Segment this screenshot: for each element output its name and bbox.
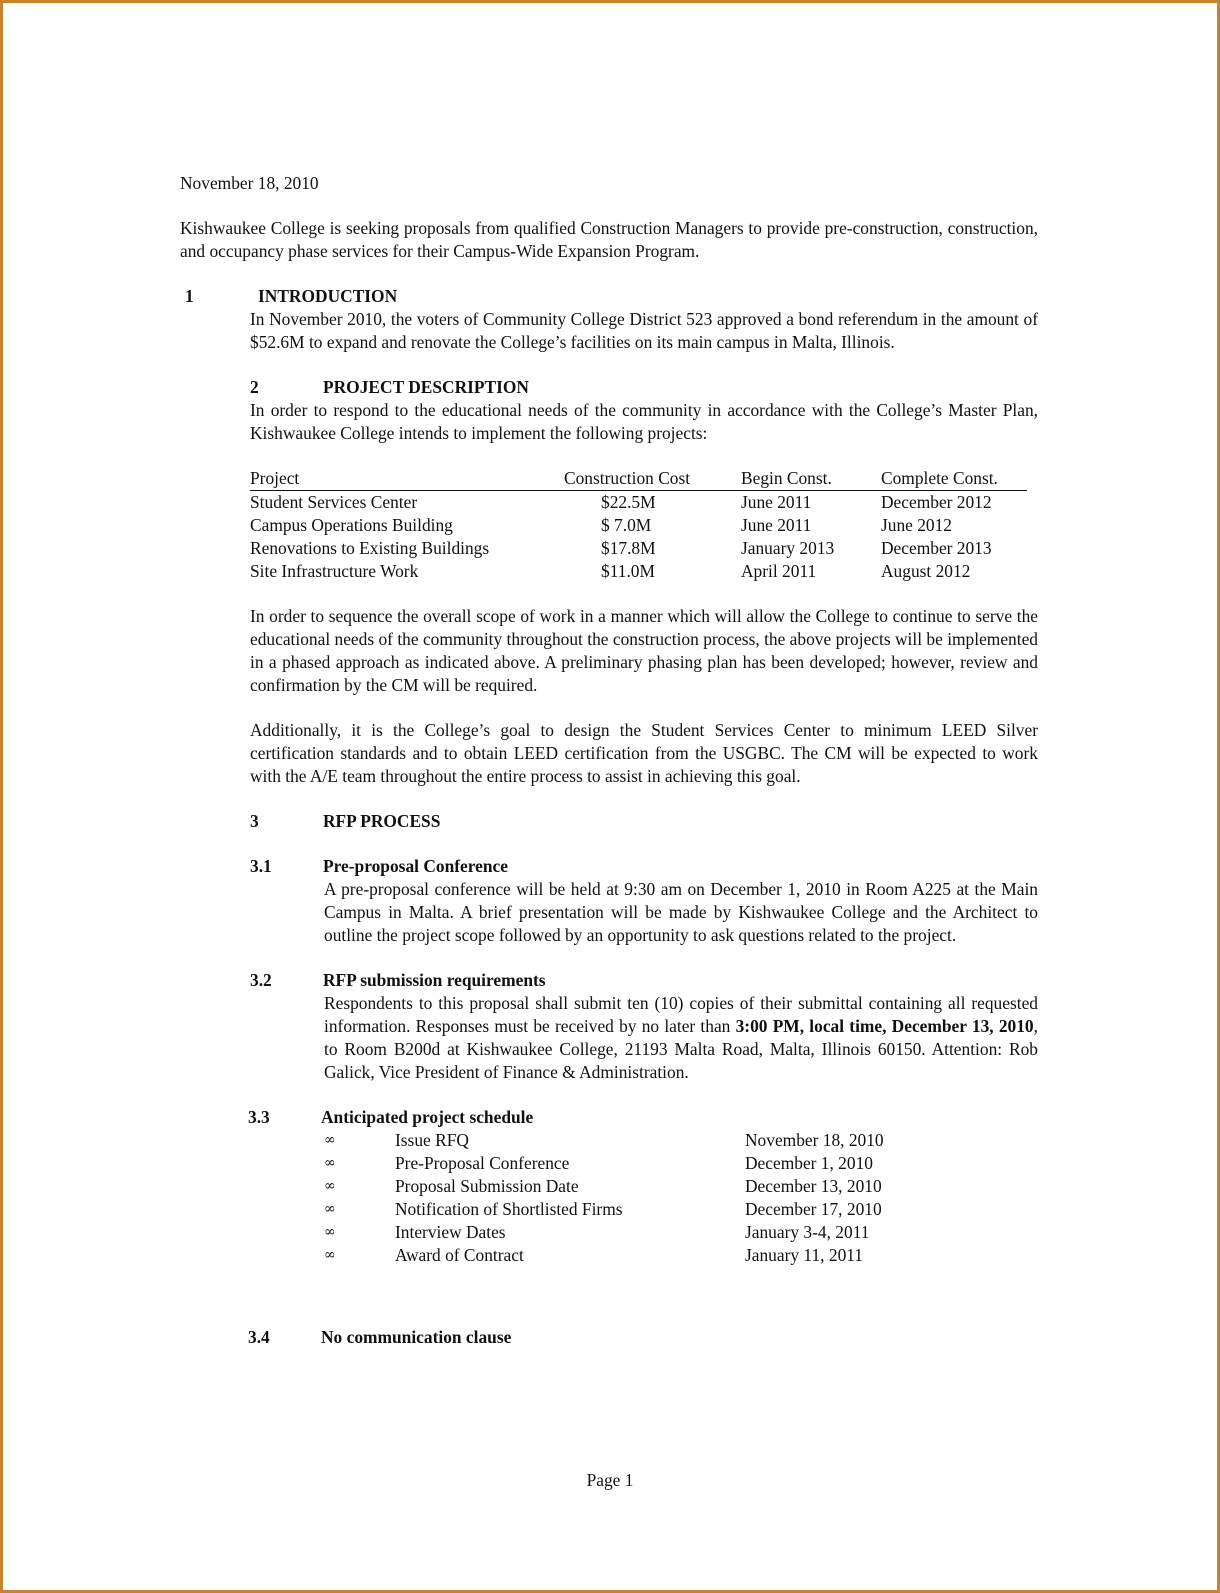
subsection-3-3-title: Anticipated project schedule xyxy=(321,1107,534,1127)
subsection-3-2-number: 3.2 xyxy=(250,970,272,990)
section-1-heading xyxy=(180,285,1038,308)
subsection-3-2-title: RFP submission requirements xyxy=(323,970,546,990)
schedule-label: Award of Contract xyxy=(395,1245,524,1265)
project-name: Site Infrastructure Work xyxy=(250,561,419,581)
infinity-bullet-icon: ∞ xyxy=(324,1155,336,1171)
page-number: Page 1 xyxy=(586,1470,634,1490)
section-2-paragraph-3: Additionally, it is the College’s goal to design the Student Services Center to minimum LEED Silver certification standards and to obtain LEED certification from the USGBC. The CM will be expected to work with the A/E team throughout the entire process to assist in achieving this goal. xyxy=(250,720,1038,786)
list-item xyxy=(324,1221,1038,1244)
project-begin: June 2011 xyxy=(741,515,812,535)
schedule-date: December 1, 2010 xyxy=(745,1153,873,1173)
infinity-bullet-icon: ∞ xyxy=(324,1201,336,1217)
header-begin: Begin Const. xyxy=(741,467,881,491)
section-2-title: PROJECT DESCRIPTION xyxy=(323,377,529,397)
project-begin: June 2011 xyxy=(741,492,812,512)
table-row xyxy=(250,514,1027,537)
schedule-label: Interview Dates xyxy=(395,1222,506,1242)
section-2-number: 2 xyxy=(250,377,259,397)
project-name: Campus Operations Building xyxy=(250,515,453,535)
projects-table xyxy=(250,467,1027,583)
schedule-label: Issue RFQ xyxy=(395,1130,469,1150)
project-cost: $11.0M xyxy=(601,561,655,581)
project-begin: January 2013 xyxy=(741,538,835,558)
section-3-heading xyxy=(250,810,1038,833)
header-cost: Construction Cost xyxy=(564,467,741,491)
subsection-3-3-heading xyxy=(248,1106,1038,1129)
subsection-3-1-heading xyxy=(250,855,1038,878)
subsection-3-4-title: No communication clause xyxy=(321,1327,512,1347)
schedule-label: Proposal Submission Date xyxy=(395,1176,579,1196)
section-2-body: In order to respond to the educational needs of the community in accordance with the College’s Master Plan, Kishwaukee College intends to implement the following projects: xyxy=(250,400,1038,443)
schedule-date: November 18, 2010 xyxy=(745,1130,884,1150)
project-complete: June 2012 xyxy=(881,515,953,535)
project-complete: August 2012 xyxy=(881,561,971,581)
table-row xyxy=(250,537,1027,560)
letter-date: November 18, 2010 xyxy=(180,173,319,193)
infinity-bullet-icon: ∞ xyxy=(324,1178,336,1194)
submission-deadline: 3:00 PM, local time, December 13, 2010 xyxy=(735,1016,1034,1036)
document-body xyxy=(180,172,1038,1349)
project-begin: April 2011 xyxy=(741,561,817,581)
schedule-list xyxy=(324,1129,1038,1267)
list-item xyxy=(324,1129,1038,1152)
list-item xyxy=(324,1244,1038,1267)
section-1-title: INTRODUCTION xyxy=(258,286,398,306)
section-2-heading xyxy=(250,376,1038,399)
subsection-3-1-body: A pre-proposal conference will be held at 9:30 am on December 1, 2010 in Room A225 at the Main Campus in Malta. A brief presentation will be made by Kishwaukee College and the Architect to outline the project scope followed by an opportunity to ask questions related to the project. xyxy=(324,879,1038,945)
list-item xyxy=(324,1198,1038,1221)
section-1-body: In November 2010, the voters of Community College District 523 approved a bond referendum in the amount of $52.6M to expand and renovate the College’s facilities on its main campus in Malta, Illinois. xyxy=(250,309,1038,352)
schedule-date: December 17, 2010 xyxy=(745,1199,882,1219)
project-cost: $22.5M xyxy=(601,492,656,512)
section-2-paragraph-2: In order to sequence the overall scope of work in a manner which will allow the College to continue to serve the educational needs of the community throughout the construction process, the above projects will be implemented in a phased approach as indicated above. A preliminary phasing plan has been developed; however, review and confirmation by the CM will be required. xyxy=(250,606,1038,695)
project-name: Renovations to Existing Buildings xyxy=(250,538,490,558)
subsection-3-4-number: 3.4 xyxy=(248,1327,270,1347)
subsection-3-2-heading xyxy=(250,969,1038,992)
infinity-bullet-icon: ∞ xyxy=(324,1247,336,1263)
section-1-number: 1 xyxy=(185,286,194,306)
table-header-row xyxy=(250,467,1027,491)
header-project: Project xyxy=(250,467,564,491)
infinity-bullet-icon: ∞ xyxy=(324,1132,336,1148)
header-complete: Complete Const. xyxy=(881,467,1027,491)
intro-paragraph: Kishwaukee College is seeking proposals from qualified Construction Managers to provide pre-construction, construction, and occupancy phase services for their Campus-Wide Expansion Program. xyxy=(180,218,1038,261)
project-cost: $ 7.0M xyxy=(601,515,652,535)
schedule-date: January 3-4, 2011 xyxy=(745,1222,870,1242)
schedule-date: December 13, 2010 xyxy=(745,1176,882,1196)
submission-text-b: , to Room B200d at Kishwaukee College, 21193 Malta Road, Malta, Illinois 60150. Attention: Rob Galick, Vice President of Finance & Administration. xyxy=(324,1016,1038,1082)
list-item xyxy=(324,1152,1038,1175)
schedule-label: Notification of Shortlisted Firms xyxy=(395,1199,623,1219)
subsection-3-3-number: 3.3 xyxy=(248,1107,270,1127)
section-3-title: RFP PROCESS xyxy=(323,811,441,831)
schedule-date: January 11, 2011 xyxy=(745,1245,864,1265)
subsection-3-2-body xyxy=(324,992,1038,1084)
section-3-number: 3 xyxy=(250,811,259,831)
subsection-3-4-heading xyxy=(248,1326,1038,1349)
infinity-bullet-icon: ∞ xyxy=(324,1224,336,1240)
subsection-3-1-title: Pre-proposal Conference xyxy=(323,856,508,876)
table-row xyxy=(250,560,1027,583)
project-cost: $17.8M xyxy=(601,538,656,558)
project-complete: December 2012 xyxy=(881,492,992,512)
subsection-3-1-number: 3.1 xyxy=(250,856,272,876)
list-item xyxy=(324,1175,1038,1198)
table-row xyxy=(250,491,1027,515)
project-complete: December 2013 xyxy=(881,538,992,558)
project-name: Student Services Center xyxy=(250,492,418,512)
schedule-label: Pre-Proposal Conference xyxy=(395,1153,570,1173)
submission-text-a: Respondents to this proposal shall submit ten (10) copies of their submittal containing all requested information. Responses must be received by no later than xyxy=(324,993,1038,1036)
